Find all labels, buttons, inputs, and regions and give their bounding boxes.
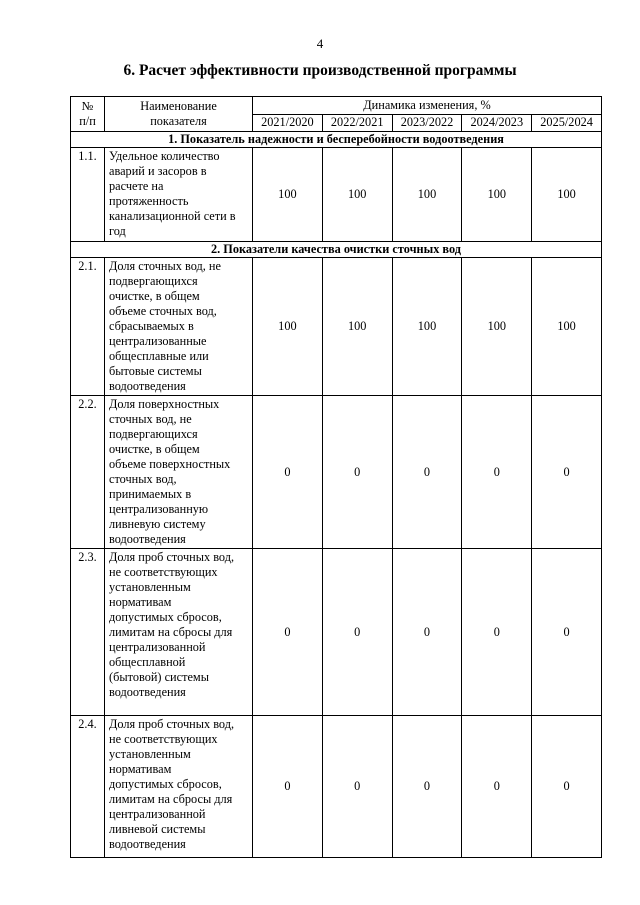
indicator-name-line: расчете на bbox=[109, 179, 164, 193]
indicator-name-line: допустимых сбросов, bbox=[109, 610, 222, 624]
header-number bbox=[71, 97, 105, 132]
dynamics-value: 0 bbox=[322, 396, 392, 549]
header-number-line-2: п/п bbox=[79, 114, 96, 128]
header-year-2: 2022/2021 bbox=[322, 114, 392, 132]
indicator-name-line: общесплавные или bbox=[109, 349, 209, 363]
indicator-name-line: объеме поверхностных bbox=[109, 457, 231, 471]
indicator-name-line: общесплавной bbox=[109, 655, 186, 669]
section-title: 2. Показатели качества очистки сточных вод bbox=[71, 242, 602, 258]
indicator-name-line: нормативам bbox=[109, 762, 172, 776]
header-year-3: 2023/2022 bbox=[392, 114, 462, 132]
dynamics-value: 0 bbox=[322, 549, 392, 716]
indicator-name-line: водоотведения bbox=[109, 379, 186, 393]
indicator-name-line: ливневую систему bbox=[109, 517, 206, 531]
indicator-name-line: Доля поверхностных bbox=[109, 397, 220, 411]
dynamics-value: 0 bbox=[392, 549, 462, 716]
header-year-5: 2025/2024 bbox=[532, 114, 602, 132]
row-number: 2.4. bbox=[71, 716, 105, 858]
page-number: 4 bbox=[316, 36, 324, 51]
dynamics-value: 0 bbox=[462, 716, 532, 858]
indicator-name-line: канализационной сети в bbox=[109, 209, 236, 223]
page-title: 6. Расчет эффективности производственной программы bbox=[123, 62, 517, 79]
indicator-name-line: очистке, в общем bbox=[109, 289, 200, 303]
indicator-name-line: подвергающихся bbox=[109, 274, 198, 288]
dynamics-value: 0 bbox=[392, 716, 462, 858]
dynamics-value: 0 bbox=[253, 396, 323, 549]
dynamics-value: 0 bbox=[322, 716, 392, 858]
row-number: 2.2. bbox=[71, 396, 105, 549]
section-row bbox=[71, 242, 602, 258]
indicator-name-line: централизованной bbox=[109, 640, 206, 654]
indicator-name-line: подвергающихся bbox=[109, 427, 198, 441]
row-number: 2.3. bbox=[71, 549, 105, 716]
indicator-name-line: допустимых сбросов, bbox=[109, 777, 222, 791]
dynamics-value: 0 bbox=[532, 396, 602, 549]
indicator-name bbox=[105, 396, 253, 549]
header-year-4: 2024/2023 bbox=[462, 114, 532, 132]
dynamics-value: 100 bbox=[253, 148, 323, 242]
indicator-name bbox=[105, 549, 253, 716]
indicator-name-line: бытовые системы bbox=[109, 364, 202, 378]
header-dynamics: Динамика изменения, % bbox=[253, 97, 602, 115]
indicator-name-line: очистке, в общем bbox=[109, 442, 200, 456]
table-row bbox=[71, 148, 602, 242]
dynamics-value: 0 bbox=[462, 549, 532, 716]
table-body bbox=[71, 132, 602, 858]
indicator-name-line: Удельное количество bbox=[109, 149, 220, 163]
indicator-name-line: сточных вод, bbox=[109, 472, 177, 486]
dynamics-value: 100 bbox=[322, 258, 392, 396]
table-row bbox=[71, 396, 602, 549]
indicator-name bbox=[105, 258, 253, 396]
indicator-name-line: не соответствующих bbox=[109, 732, 218, 746]
indicator-name-line: протяженность bbox=[109, 194, 189, 208]
header-name bbox=[105, 97, 253, 132]
row-number: 2.1. bbox=[71, 258, 105, 396]
indicator-name-line: аварий и засоров в bbox=[109, 164, 207, 178]
indicator-name-line: лимитам на сбросы для bbox=[109, 792, 233, 806]
dynamics-value: 0 bbox=[253, 716, 323, 858]
indicator-name-line: не соответствующих bbox=[109, 565, 218, 579]
indicator-name-line: Доля проб сточных вод, bbox=[109, 717, 235, 731]
dynamics-value: 100 bbox=[532, 148, 602, 242]
indicator-name-line: сбрасываемых в bbox=[109, 319, 194, 333]
dynamics-value: 0 bbox=[462, 396, 532, 549]
table-header-row bbox=[71, 97, 602, 115]
indicator-name-line: Доля проб сточных вод, bbox=[109, 550, 235, 564]
indicator-name-line: ливневой системы bbox=[109, 822, 206, 836]
indicator-name-line: объеме сточных вод, bbox=[109, 304, 217, 318]
section-title: 1. Показатель надежности и бесперебойности водоотведения bbox=[71, 132, 602, 148]
indicator-name-line: Доля сточных вод, не bbox=[109, 259, 221, 273]
indicator-name-line: установленным bbox=[109, 747, 191, 761]
indicator-name-line: сточных вод, не bbox=[109, 412, 192, 426]
indicator-name-line: централизованную bbox=[109, 502, 209, 516]
dynamics-value: 100 bbox=[392, 258, 462, 396]
efficiency-table bbox=[70, 96, 602, 858]
header-name-line-1: Наименование bbox=[140, 99, 217, 113]
dynamics-value: 100 bbox=[532, 258, 602, 396]
indicator-name-line: принимаемых в bbox=[109, 487, 192, 501]
dynamics-value: 100 bbox=[253, 258, 323, 396]
indicator-name-line: установленным bbox=[109, 580, 191, 594]
table-row bbox=[71, 716, 602, 858]
dynamics-value: 0 bbox=[532, 549, 602, 716]
indicator-name-line: год bbox=[109, 224, 126, 238]
header-number-line-1: № bbox=[81, 99, 94, 113]
dynamics-value: 100 bbox=[462, 148, 532, 242]
indicator-name bbox=[105, 716, 253, 858]
dynamics-value: 0 bbox=[532, 716, 602, 858]
dynamics-value: 100 bbox=[322, 148, 392, 242]
indicator-name-line: централизованные bbox=[109, 334, 207, 348]
indicator-name-line: лимитам на сбросы для bbox=[109, 625, 233, 639]
header-year-1: 2021/2020 bbox=[253, 114, 323, 132]
dynamics-value: 100 bbox=[462, 258, 532, 396]
indicator-name-line: (бытовой) системы bbox=[109, 670, 209, 684]
indicator-name-line: водоотведения bbox=[109, 532, 186, 546]
indicator-name-line: нормативам bbox=[109, 595, 172, 609]
indicator-name-line: водоотведения bbox=[109, 837, 186, 851]
dynamics-value: 0 bbox=[392, 396, 462, 549]
dynamics-value: 100 bbox=[392, 148, 462, 242]
dynamics-value: 0 bbox=[253, 549, 323, 716]
indicator-name-line: водоотведения bbox=[109, 685, 186, 699]
row-number: 1.1. bbox=[71, 148, 105, 242]
table-row bbox=[71, 549, 602, 716]
table-row bbox=[71, 258, 602, 396]
header-name-line-2: показателя bbox=[150, 114, 207, 128]
section-row bbox=[71, 132, 602, 148]
indicator-name bbox=[105, 148, 253, 242]
indicator-name-line: централизованной bbox=[109, 807, 206, 821]
